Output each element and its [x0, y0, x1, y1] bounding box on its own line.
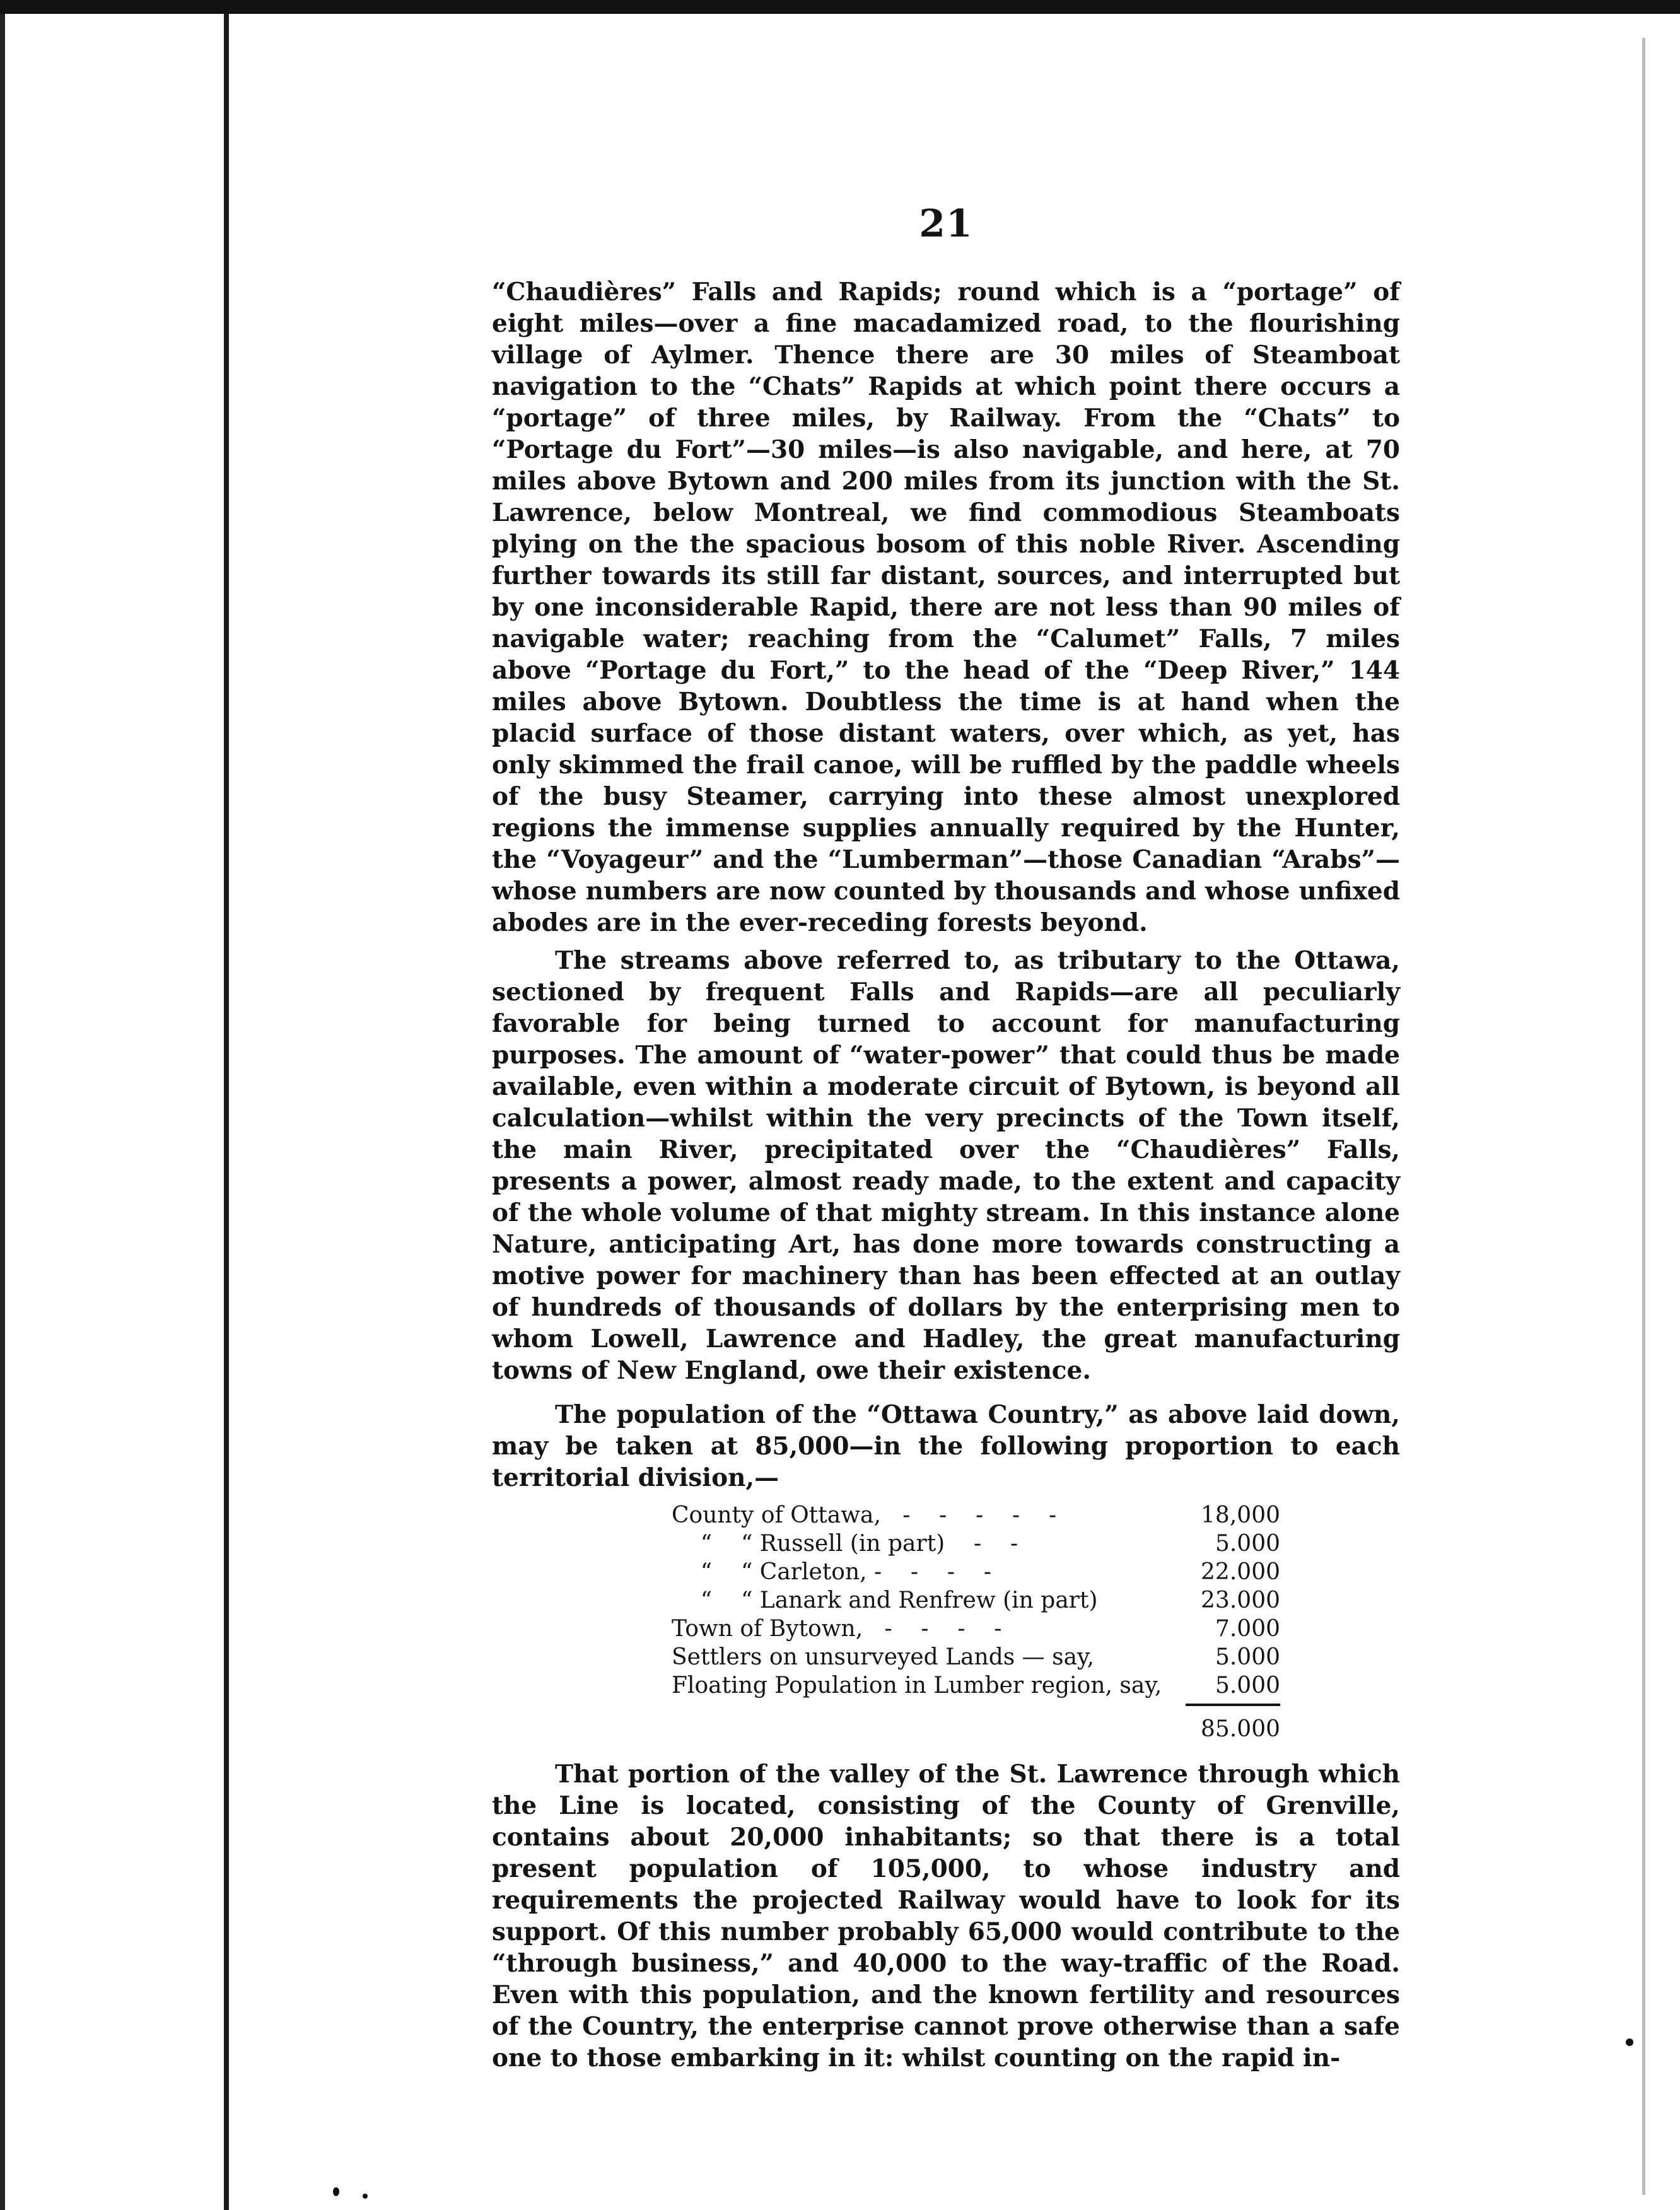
table-row: [492, 1501, 1400, 1529]
row-label: “ “ Carleton, - - - -: [672, 1559, 992, 1585]
table-row: [492, 1558, 1400, 1586]
table-row: [492, 1529, 1400, 1558]
table-row: [492, 1586, 1400, 1615]
paragraph-water-power: The streams above referred to, as tributary to the Ottawa, sectioned by frequent Falls and Rapids—are all peculiarly favorable for being turned to account for manufacturing purposes. The amount of “water-power” that could thus be made available, even within a moderate circuit of Bytown, is beyond all calculation—whilst within the very precincts of the Town itself, the main River, precipitated over the “Chaudières” Falls, presents a power, almost ready made, to the extent and capacity of the whole volume of that mighty stream. In this instance alone Nature, anticipating Art, has done more towards constructing a motive power for machinery than has been effected at an outlay of hundreds of thousands of dollars by the enterprising men to whom Lowell, Lawrence and Hadley, the great manufacturing towns of New England, owe their existence.: [492, 946, 1400, 1385]
row-value: 5.000: [1215, 1644, 1280, 1670]
table-row: [492, 1671, 1400, 1706]
row-label: Floating Population in Lumber region, say,: [672, 1673, 1162, 1698]
row-label: County of Ottawa, - - - - -: [672, 1502, 1057, 1528]
row-value: 5.000: [1186, 1671, 1280, 1706]
population-table: [492, 1501, 1400, 1743]
row-label: “ “ Lanark and Renfrew (in part): [672, 1587, 1098, 1613]
row-value: 5.000: [1215, 1531, 1280, 1557]
paragraph-grenville: That portion of the valley of the St. Lawrence through which the Line is located, consisting of the County of Grenville, contains about 20,000 inhabitants; so that there is a total present population of 105,000, to whose industry and requirements the projected Railway would have to look for its support. Of this number probably 65,000 would contribute to the “through business,” and 40,000 to the way-traffic of the Road. Even with this population, and the known fertility and resources of the Country, the enterprise cannot prove otherwise than a safe one to those embarking in it: whilst counting on the rapid in-: [492, 1760, 1400, 2073]
paragraph-population-intro: The population of the “Ottawa Country,” as above laid down, may be taken at 85,000—in the following proportion to each territorial division,—: [492, 1400, 1400, 1492]
page-content: [492, 202, 1400, 2080]
row-value: 18,000: [1201, 1502, 1280, 1528]
row-value: 22.000: [1201, 1559, 1280, 1585]
page-right-edge: [1642, 38, 1645, 2195]
row-label: “ “ Russell (in part) - -: [672, 1531, 1018, 1557]
table-total: 85.000: [1201, 1716, 1280, 1742]
row-label: Town of Bytown, - - - -: [672, 1616, 1002, 1642]
table-row: [492, 1615, 1400, 1643]
row-value: 7.000: [1215, 1616, 1280, 1642]
row-value: 23.000: [1201, 1587, 1280, 1613]
table-total-row: [492, 1715, 1400, 1743]
row-label: Settlers on unsurveyed Lands — say,: [672, 1644, 1095, 1670]
scan-top-edge: [0, 0, 1680, 14]
table-row: [492, 1643, 1400, 1671]
scan-left-edge: [0, 14, 5, 2210]
scan-speck: [1626, 2038, 1633, 2046]
scan-speck: [333, 2187, 339, 2196]
page-number: 21: [919, 202, 973, 246]
scan-speck: [363, 2194, 368, 2199]
paragraph-navigation: “Chaudières” Falls and Rapids; round which is a “portage” of eight miles—over a fine macadamized road, to the flourishing village of Aylmer. Thence there are 30 miles of Steamboat navigation to the “Chats” Rapids at which point there occurs a “portage” of three miles, by Railway. From the “Chats” to “Portage du Fort”—30 miles—is also navigable, and here, at 70 miles above Bytown and 200 miles from its junction with the St. Lawrence, below Montreal, we find commodious Steamboats plying on the the spacious bosom of this noble River. Ascending further towards its still far distant, sources, and interrupted but by one inconsiderable Rapid, there are not less than 90 miles of navigable water; reaching from the “Calumet” Falls, 7 miles above “Portage du Fort,” to the head of the “Deep River,” 144 miles above Bytown. Doubtless the time is at hand when the placid surface of those distant waters, over which, as yet, has only skimmed the frail canoe, will be ruffled by the paddle wheels of the busy Steamer, carrying into these almost unexplored regions the immense supplies annually required by the Hunter, the “Voyageur” and the “Lumberman”—those Canadian “Arabs”—whose numbers are now counted by thousands and whose unfixed abodes are in the ever-receding forests beyond.: [492, 278, 1400, 937]
page-gutter-line: [224, 14, 229, 2210]
